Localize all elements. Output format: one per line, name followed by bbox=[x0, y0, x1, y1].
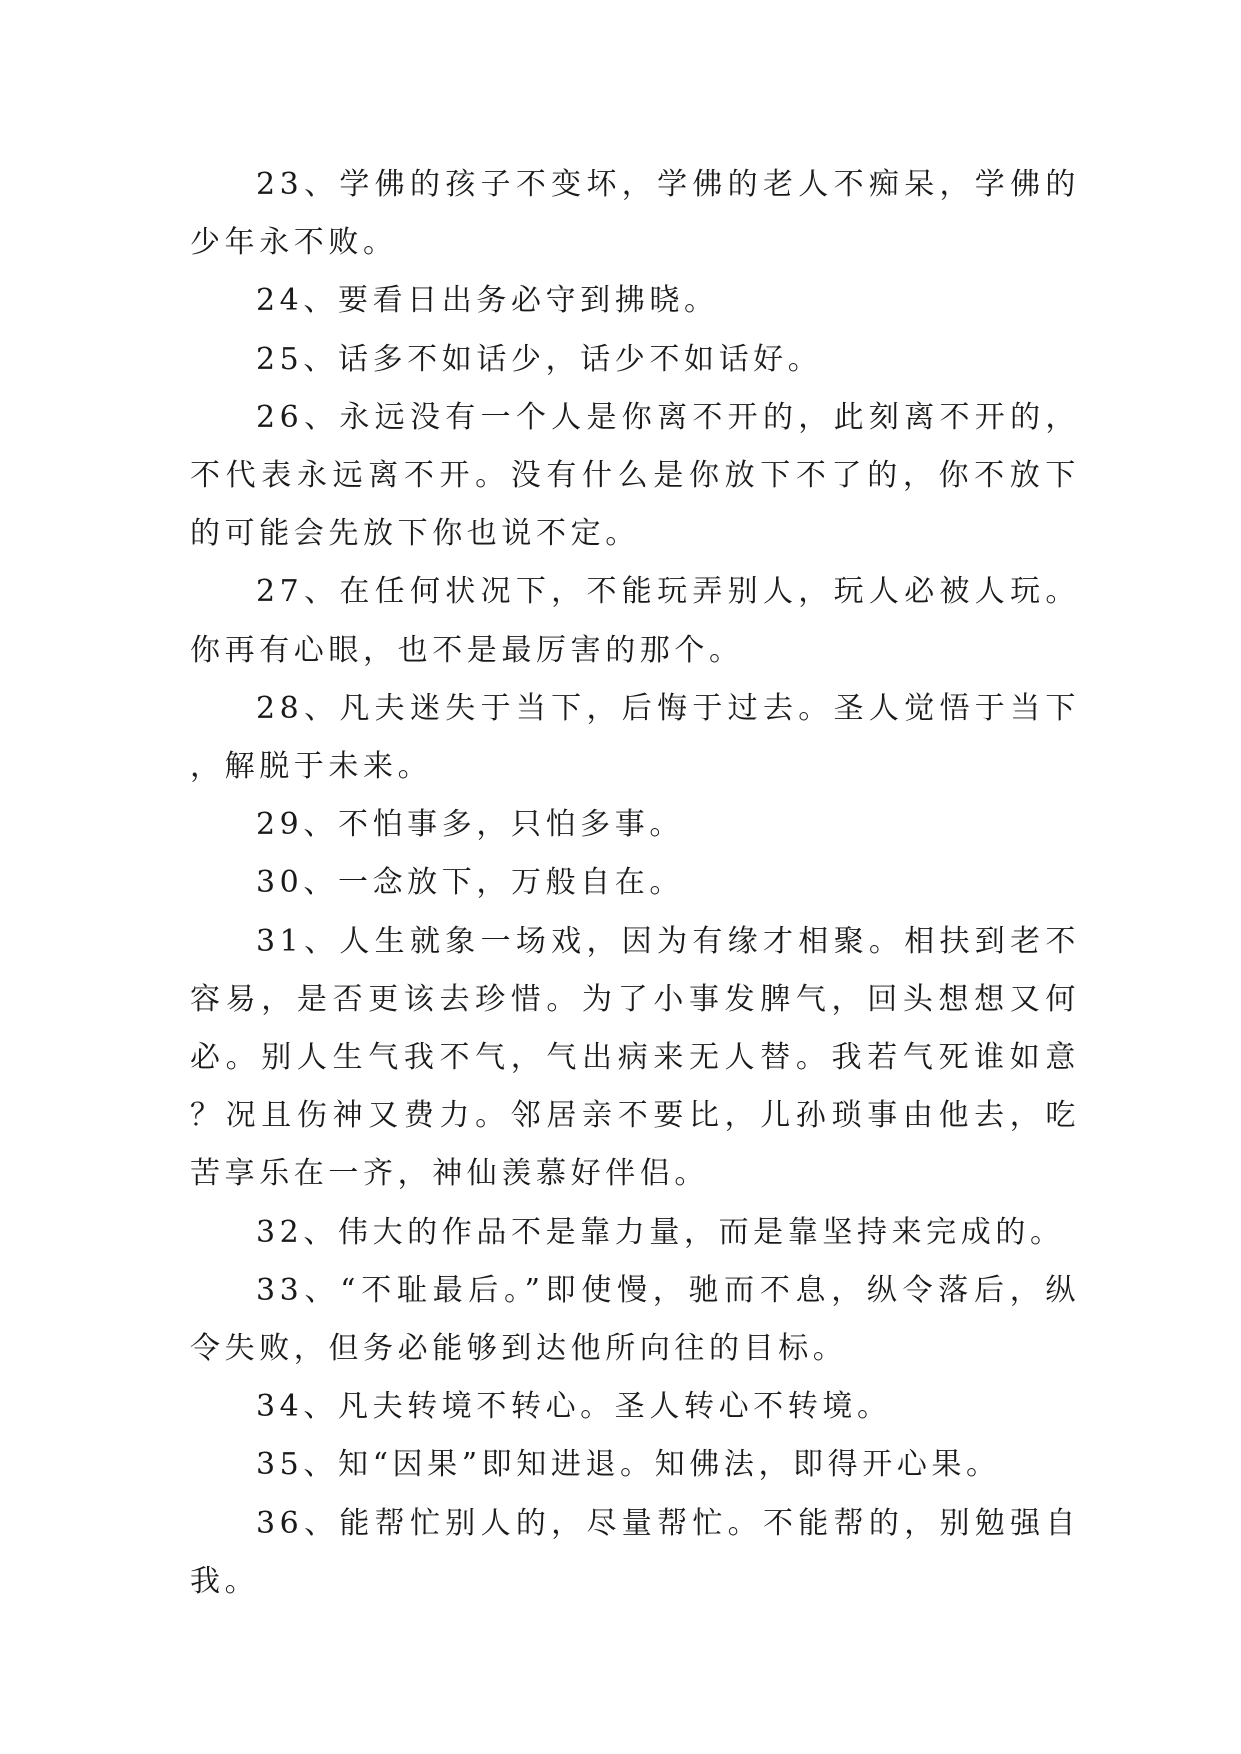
quote-paragraph-31: 31、人生就象一场戏，因为有缘才相聚。相扶到老不容易，是否更该去珍惜。为了小事发脾气，回头想想又何必。别人生气我不气，气出病来无人替。我若气死谁如意？况且伤神又费力。邻居亲不要比，儿孙琐事由他去，吃苦享乐在一齐，神仙羡慕好伴侣。 bbox=[190, 923, 1080, 1192]
quote-paragraph-32: 32、伟大的作品不是靠力量，而是靠坚持来完成的。 bbox=[256, 1214, 1065, 1250]
quote-paragraph-29: 29、不怕事多，只怕多事。 bbox=[256, 807, 684, 843]
quote-paragraph-28: 28、凡夫迷失于当下，后悔于过去。圣人觉悟于当下，解脱于未来。 bbox=[190, 690, 1080, 785]
quote-paragraph-30: 30、一念放下，万般自在。 bbox=[256, 865, 684, 901]
quote-paragraph-34: 34、凡夫转境不转心。圣人转心不转境。 bbox=[256, 1389, 892, 1425]
quote-paragraph-26: 26、永远没有一个人是你离不开的，此刻离不开的，不代表永远离不开。没有什么是你放下不了的，你不放下的可能会先放下你也说不定。 bbox=[190, 399, 1080, 552]
quote-paragraph-25: 25、话多不如话少，话少不如话好。 bbox=[256, 341, 823, 377]
quote-paragraph-35: 35、知“因果”即知进退。知佛法，即得开心果。 bbox=[256, 1447, 1001, 1483]
quote-paragraph-23: 23、学佛的孩子不变坏，学佛的老人不痴呆，学佛的少年永不败。 bbox=[190, 167, 1080, 261]
quote-paragraph-33: 33、“不耻最后。”即使慢，驰而不息，纵令落后，纵令失败，但务必能够到达他所向往的目标。 bbox=[190, 1272, 1080, 1367]
document-body bbox=[190, 156, 1080, 1611]
quote-paragraph-24: 24、要看日出务必守到拂晓。 bbox=[256, 283, 719, 319]
quote-paragraph-27: 27、在任何状况下，不能玩弄别人，玩人必被人玩。你再有心眼，也不是最厉害的那个。 bbox=[190, 574, 1080, 668]
quote-paragraph-36: 36、能帮忙别人的，尽量帮忙。不能帮的，别勉强自我。 bbox=[190, 1505, 1080, 1599]
